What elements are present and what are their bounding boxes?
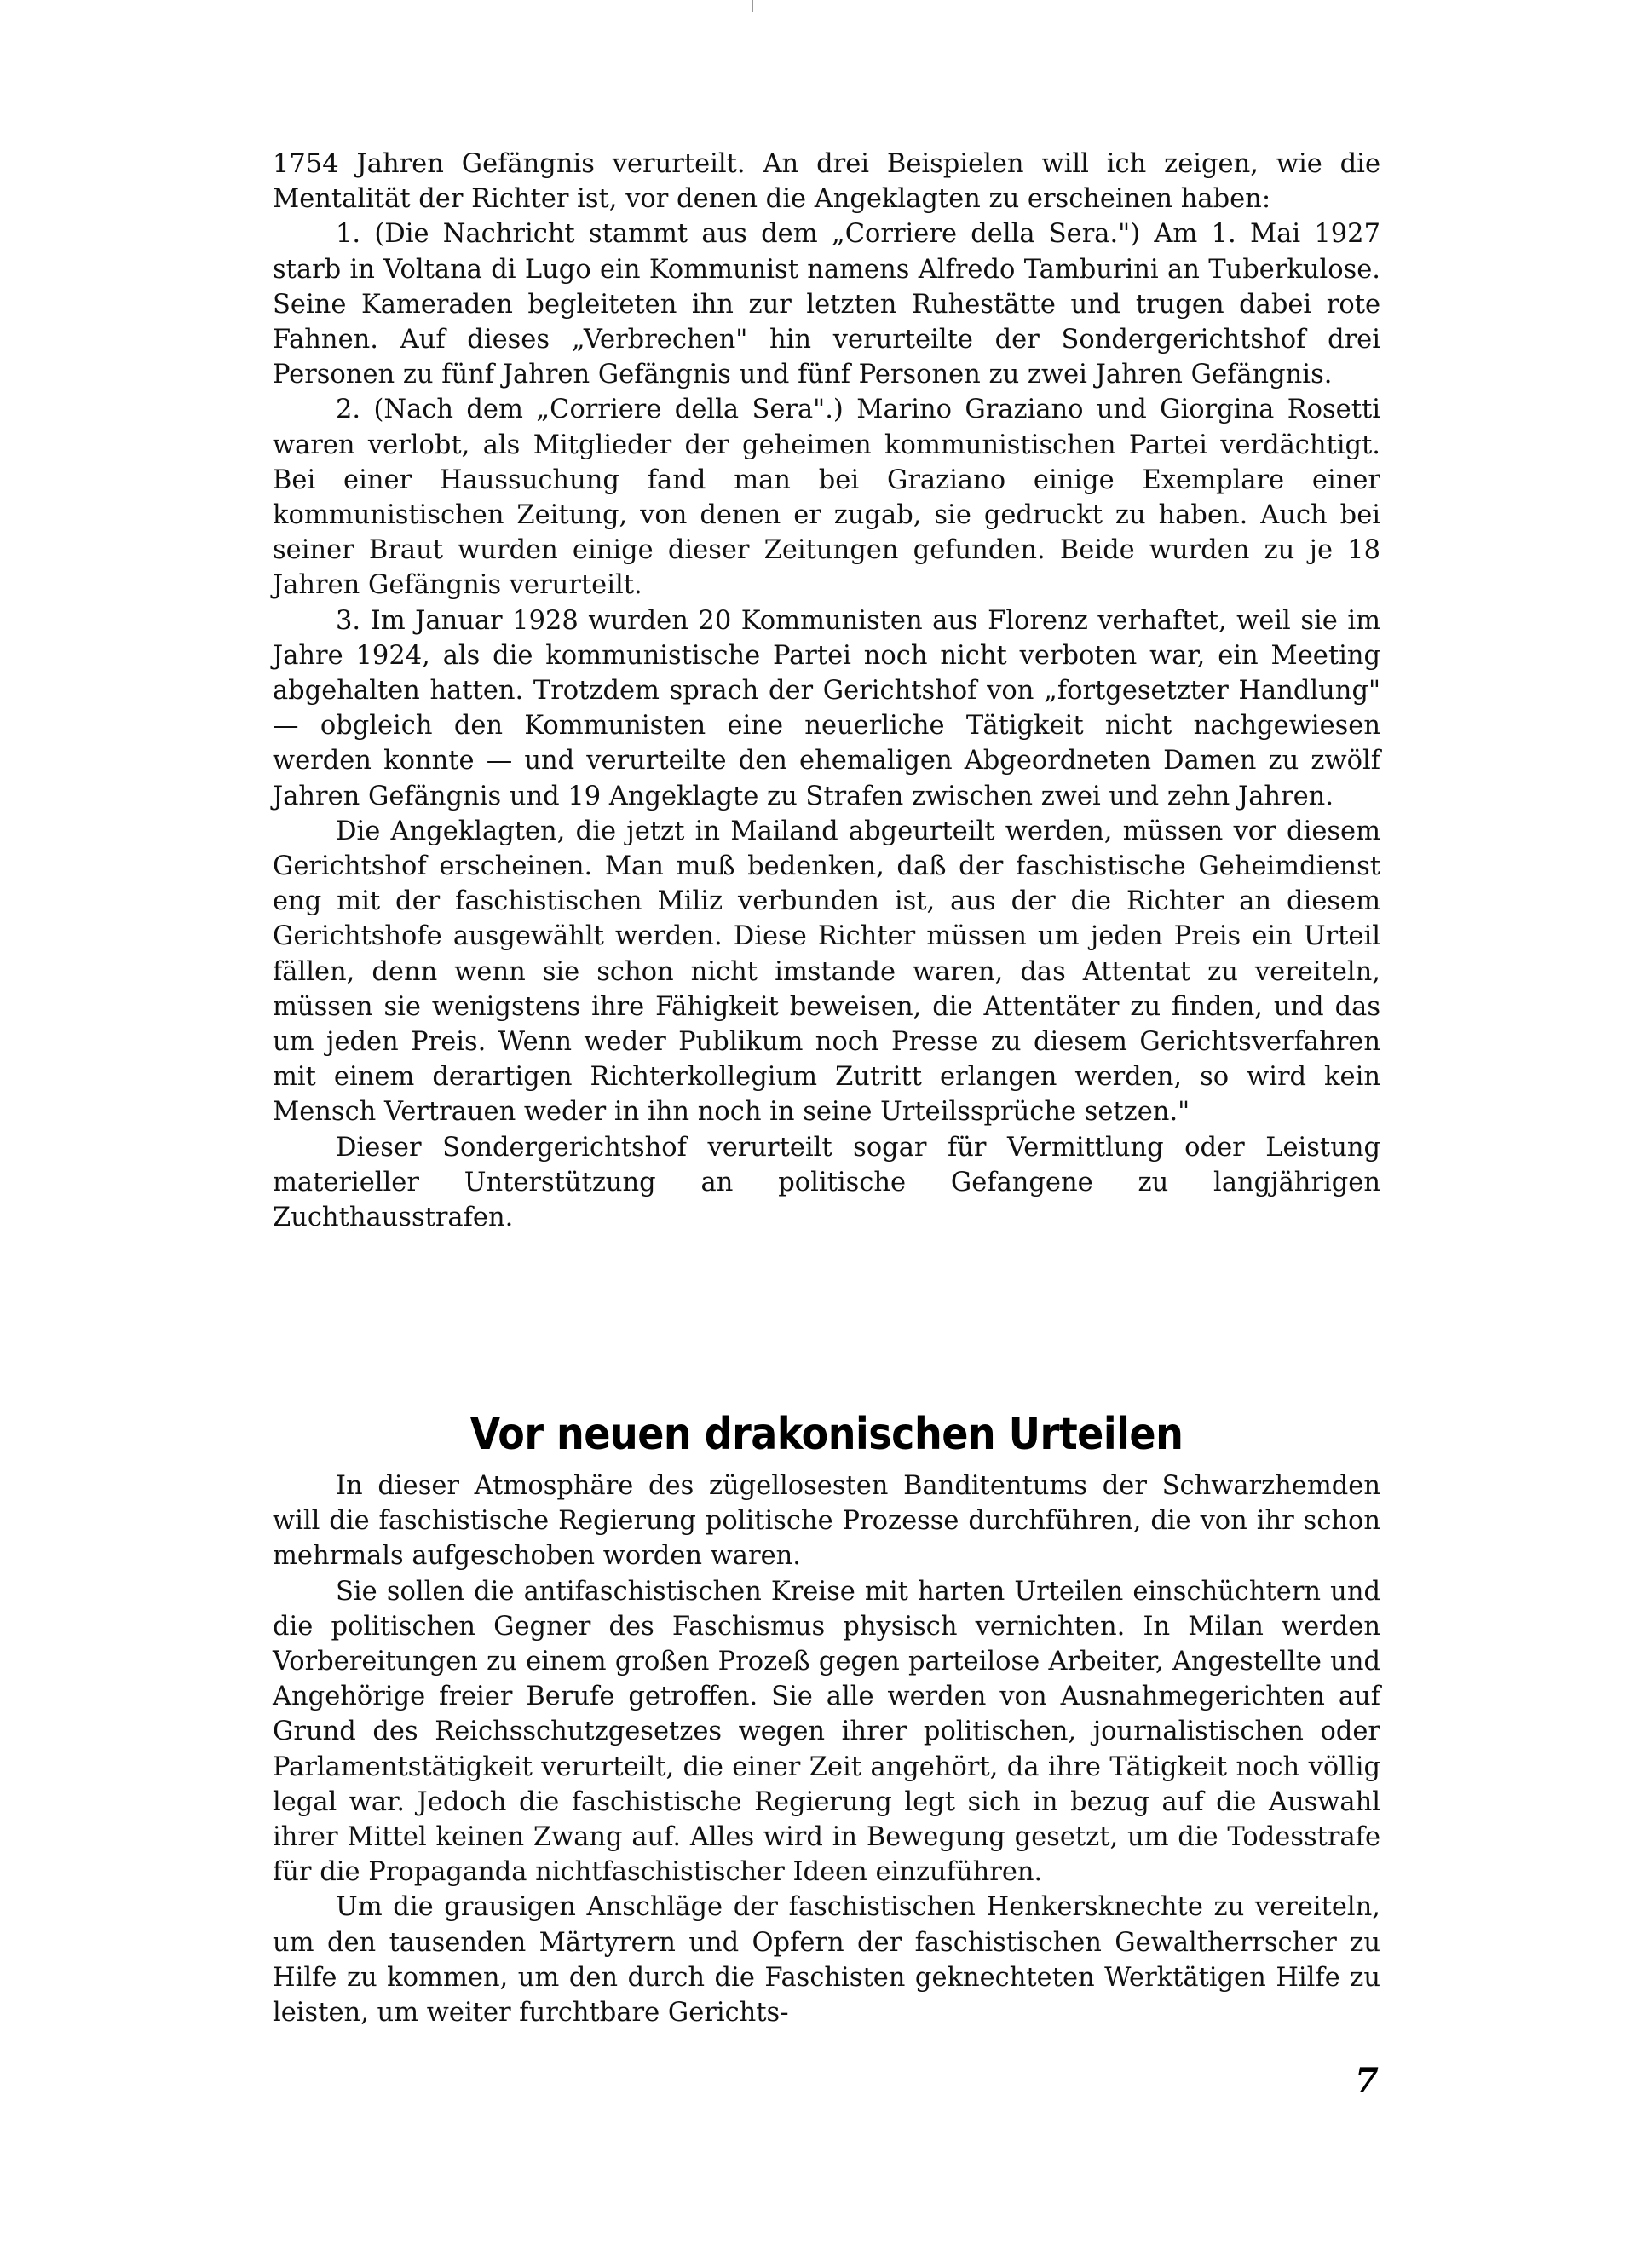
article-body-part2 [273, 1469, 1380, 2030]
paragraph-milan-trial: Die Angeklagten, die jetzt in Mailand abgeurteilt werden, müssen vor diesem Gerichtshof erscheinen. Man muß bedenken, daß der faschistische Geheimdienst eng mit der faschistischen Miliz verbunden ist, aus der die Richter an diesem Gerichtshofe ausgewählt werden. Diese Richter müssen um jeden Preis ein Urteil fällen, denn wenn sie schon nicht imstande waren, das Attentat zu vereiteln, müssen sie wenigstens ihre Fähigkeit beweisen, die Attentäter zu finden, und das um jeden Preis. Wenn weder Publikum noch Presse zu diesem Gerichtsverfahren mit einem derartigen Richterkollegium Zutritt erlangen werden, so wird kein Mensch Vertrauen weder in ihn noch in seine Urteilssprüche setzen." [273, 816, 1380, 1128]
paragraph-intro: 1754 Jahren Gefängnis verurteilt. An drei Beispielen will ich zeigen, wie die Mentalität der Richter ist, vor denen die Angeklagten zu erscheinen haben: [273, 149, 1380, 215]
paragraph-call-to-action: Um die grausigen Anschläge der faschistischen Henkersknechte zu vereiteln, um den tausenden Märtyrern und Opfern der faschistischen Gewaltherrscher zu Hilfe zu kommen, um den durch die Faschisten geknechteten Werktätigen Hilfe zu leisten, um weiter furchtbare Gerichts- [273, 1892, 1380, 2029]
section-heading: Vor neuen drakonischen Urteilen [469, 1407, 1184, 1460]
paragraph-example-2: 2. (Nach dem „Corriere della Sera".) Marino Graziano und Giorgina Rosetti waren verlobt, als Mitglieder der geheimen kommunistischen Partei verdächtigt. Bei einer Haussuchung fand man bei Graziano einige Exemplare einer kommunistischen Zeitung, von denen er zugab, sie gedruckt zu haben. Auch bei seiner Braut wurden einige dieser Zeitungen gefunden. Beide wurden zu je 18 Jahren Gefängnis verurteilt. [273, 395, 1380, 601]
page-number: 7 [1355, 2061, 1379, 2101]
paragraph-special-court: Dieser Sondergerichtshof verurteilt sogar für Vermittlung oder Leistung materieller Unterstützung an politische Gefangene zu langjährigen Zuchthausstrafen. [273, 1132, 1380, 1233]
heading-wrapper [273, 1389, 1380, 1480]
scan-mark [752, 0, 758, 12]
paragraph-atmosphere: In dieser Atmosphäre des zügellosesten Banditentums der Schwarzhemden will die faschistische Regierung politische Prozesse durchführen, die von ihr schon mehrmals aufgeschoben worden waren. [273, 1471, 1380, 1572]
paragraph-example-1: 1. (Die Nachricht stammt aus dem „Corriere della Sera.") Am 1. Mai 1927 starb in Voltana di Lugo ein Kommunist namens Alfredo Tamburini an Tuberkulose. Seine Kameraden begleiteten ihn zur letzten Ruhestätte und trugen dabei rote Fahnen. Auf dieses „Verbrechen" hin verurteilte der Sondergerichtshof drei Personen zu fünf Jahren Gefängnis und fünf Personen zu zwei Jahren Gefängnis. [273, 219, 1380, 390]
paragraph-example-3: 3. Im Januar 1928 wurden 20 Kommunisten aus Florenz verhaftet, weil sie im Jahre 1924, als die kommunistische Partei noch nicht verboten war, ein Meeting abgehalten hatten. Trotzdem sprach der Gerichtshof von „fortgesetzter Handlung" — obgleich den Kommunisten eine neuerliche Tätigkeit nicht nachgewiesen werden konnte — und verurteilte den ehemaligen Abgeordneten Damen zu zwölf Jahren Gefängnis und 19 Angeklagte zu Strafen zwischen zwei und zehn Jahren. [273, 605, 1380, 811]
article-body-part1 [273, 147, 1380, 1235]
paragraph-intimidation: Sie sollen die antifaschistischen Kreise mit harten Urteilen einschüchtern und die politischen Gegner des Faschismus physisch vernichten. In Milan werden Vorbereitungen zu einem großen Prozeß gegen parteilose Arbeiter, Angestellte und Angehörige freier Berufe getroffen. Sie alle werden von Ausnahmegerichten auf Grund des Reichsschutzgesetzes wegen ihrer politischen, journalistischen oder Parlamentstätigkeit verurteilt, die einer Zeit angehört, da ihre Tätigkeit noch völlig legal war. Jedoch die faschistische Regierung legt sich in bezug auf die Auswahl ihrer Mittel keinen Zwang auf. Alles wird in Bewegung gesetzt, um die Todesstrafe für die Propaganda nichtfaschistischer Ideen einzuführen. [273, 1576, 1380, 1888]
